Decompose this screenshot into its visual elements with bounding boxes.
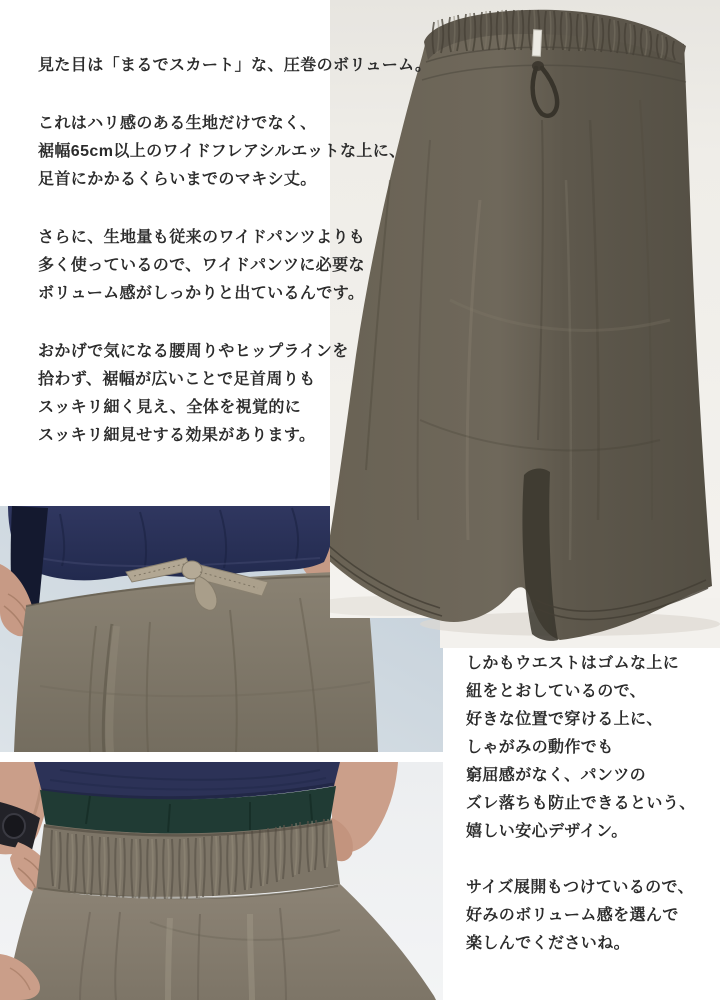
- text-line: 見た目は「まるでスカート」な、圧巻のボリューム。: [38, 57, 432, 74]
- text-line: サイズ展開もつけているので、: [466, 879, 695, 896]
- waistband-illustration: [0, 762, 443, 1000]
- waistband-closeup-photo: [0, 762, 443, 1000]
- text-line: 窮屈感がなく、パンツの: [466, 767, 647, 784]
- text-line: スッキリ細く見え、全体を視覚的に: [38, 399, 302, 416]
- intro-text: [38, 52, 431, 450]
- text-line: しかもウエストはゴムな上に: [466, 655, 680, 672]
- text-line: 紐をとおしているので、: [466, 683, 647, 700]
- text-line: さらに、生地量も従来のワイドパンツよりも: [38, 229, 366, 246]
- intro-paragraph-4: [38, 338, 431, 450]
- intro-paragraph-1: [38, 52, 431, 80]
- text-line: 裾幅65cm以上のワイドフレアシルエットな上に、: [38, 143, 406, 160]
- text-line: 楽しんでくださいね。: [466, 935, 631, 952]
- intro-paragraph-3: [38, 224, 431, 308]
- text-line: ズレ落ちも防止できるという、: [466, 795, 696, 812]
- text-line: これはハリ感のある生地だけでなく、: [38, 115, 317, 132]
- text-line: 好みのボリューム感を選んで: [466, 907, 679, 924]
- text-line: 拾わず、裾幅が広いことで足首周りも: [38, 371, 316, 388]
- text-line: しゃがみの動作でも: [466, 739, 614, 756]
- side-paragraph-1: [466, 650, 696, 846]
- text-line: 好きな位置で穿ける上に、: [466, 711, 663, 728]
- care-tag: [532, 30, 541, 56]
- intro-paragraph-2: [38, 110, 431, 194]
- text-line: ボリューム感がしっかりと出ているんです。: [38, 285, 365, 302]
- side-paragraph-2: [466, 874, 696, 958]
- text-line: 嬉しい安心デザイン。: [466, 823, 628, 840]
- text-line: 多く使っているので、ワイドパンツに必要な: [38, 257, 365, 274]
- text-line: おかげで気になる腰周りやヒップラインを: [38, 343, 349, 360]
- side-text: [466, 650, 696, 958]
- text-line: 足首にかかるくらいまでのマキシ丈。: [38, 171, 317, 188]
- text-line: スッキリ細見せする効果があります。: [38, 427, 316, 444]
- watch-face: [3, 814, 25, 838]
